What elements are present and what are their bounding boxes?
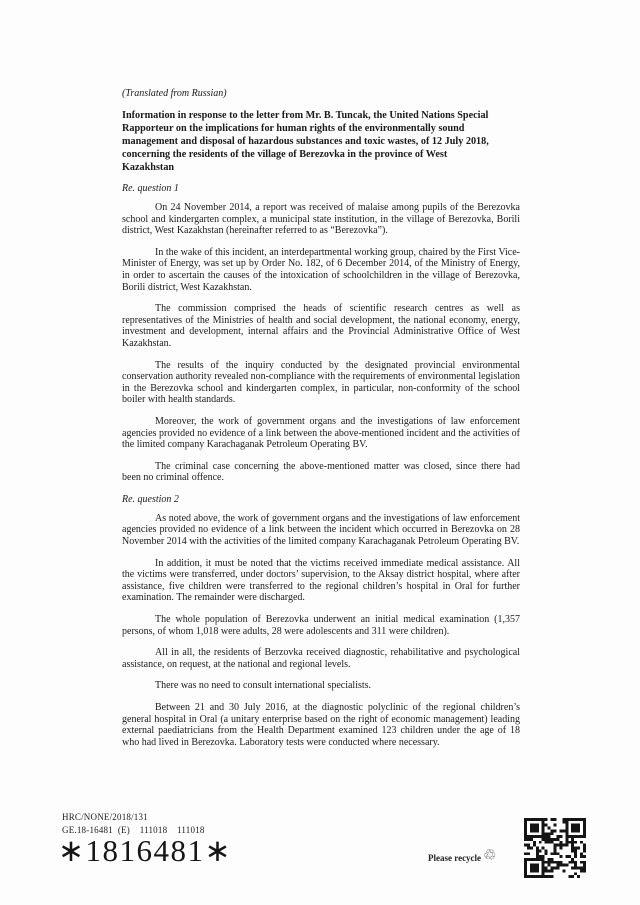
paragraph: The results of the inquiry conducted by the designated provincial environmental conservation authority revealed non-compliance with the requirements of environmental legislation in the Berezovka school and kindergarten complex, in particular, non-conformity of the school boiler with health standards. [122, 359, 520, 406]
paragraph: There was no need to consult international specialists. [155, 680, 372, 692]
paragraph: The whole population of Berezovka underwent an initial medical examination (1,357 persons, of whom 1,018 were adults, 28 were adolescents and 311 were children). [122, 614, 520, 637]
paragraph: The criminal case concerning the above-mentioned matter was closed, since there had been no criminal offence. [122, 460, 520, 484]
document-symbol: HRC/NONE/2018/131 [62, 812, 148, 822]
please-recycle-label: Please recycle [428, 852, 482, 863]
ge-distribution-line: GE.18-16481 (E) 111018 111018 [62, 825, 205, 835]
paragraph: The commission comprised the heads of scientific research centres as well as representatives of the Ministries of health and social development, the national economy, energy, investment and development, internal affairs and the Provincial Administrative Office of West Kazakhstan. [122, 303, 520, 349]
paragraph: In the wake of this incident, an interdepartmental working group, chaired by the First Vice-Minister of Energy, was set up by Order No. 182, of 6 December 2014, of the Ministry of Energy, in order to ascertain the causes of the intoxication of schoolchildren in the village of Berezovka, Borili district, West Kazakhstan. [122, 246, 520, 293]
title-line: management and disposal of hazardous substances and toxic wastes, of 12 July 2018, [122, 136, 489, 147]
barcode-number: ∗1816481∗ [58, 833, 232, 868]
recycle-icon: ♲ [483, 846, 497, 864]
section-label-question-2: Re. question 2 [122, 493, 179, 505]
title-line: Kazakhstan [122, 162, 175, 173]
paragraph: All in all, the residents of Berzovka received diagnostic, rehabilitative and psychological assistance, on request, at the national and regional levels. [122, 647, 520, 670]
paragraph: Between 21 and 30 July 2016, at the diagnostic polyclinic of the regional children’s general hospital in Oral (a unitary enterprise based on the right of economic management) leading external paediatricians from the Health Department examined 123 children under the age of 18 who had lived in Berezovka. Laboratory tests were conducted where necessary. [122, 702, 520, 748]
qr-code [524, 818, 586, 878]
paragraph: On 24 November 2014, a report was received of malaise among pupils of the Berezovka school and kindergarten complex, a municipal state institution, in the village of Berezovka, Borili district, West Kazakhstan (hereinafter referred to as “Berezovka”). [122, 202, 520, 237]
title-line: Rapporteur on the implications for human rights of the environmentally sound [122, 123, 465, 134]
translated-note: (Translated from Russian) [122, 88, 227, 99]
paragraph: Moreover, the work of government organs and the investigations of law enforcement agencies provided no evidence of a link between the above-mentioned incident and the activities of the limited company Karachaganak Petroleum Operating BV. [122, 415, 520, 451]
title-line: concerning the residents of the village of Berezovka in the province of West [122, 149, 448, 160]
document-body [122, 88, 520, 758]
paragraph: In addition, it must be noted that the victims received immediate medical assistance. All the victims were transferred, under doctors’ supervision, to the Aksay district hospital, where after assistance, five children were transferred to the regional children’s hospital in Oral for further examination. The remainder were discharged. [122, 557, 520, 604]
section-label-question-1: Re. question 1 [122, 183, 179, 194]
paragraph: As noted above, the work of government organs and the investigations of law enforcement agencies provided no evidence of a link between the incident which occurred in Berezovka on 28 November 2014 with the activities of the limited company Karachaganak Petroleum Operating BV. [122, 512, 520, 548]
document-title [122, 109, 520, 174]
please-recycle-note [428, 846, 497, 865]
title-line: Information in response to the letter from Mr. B. Tuncak, the United Nations Special [122, 110, 489, 121]
